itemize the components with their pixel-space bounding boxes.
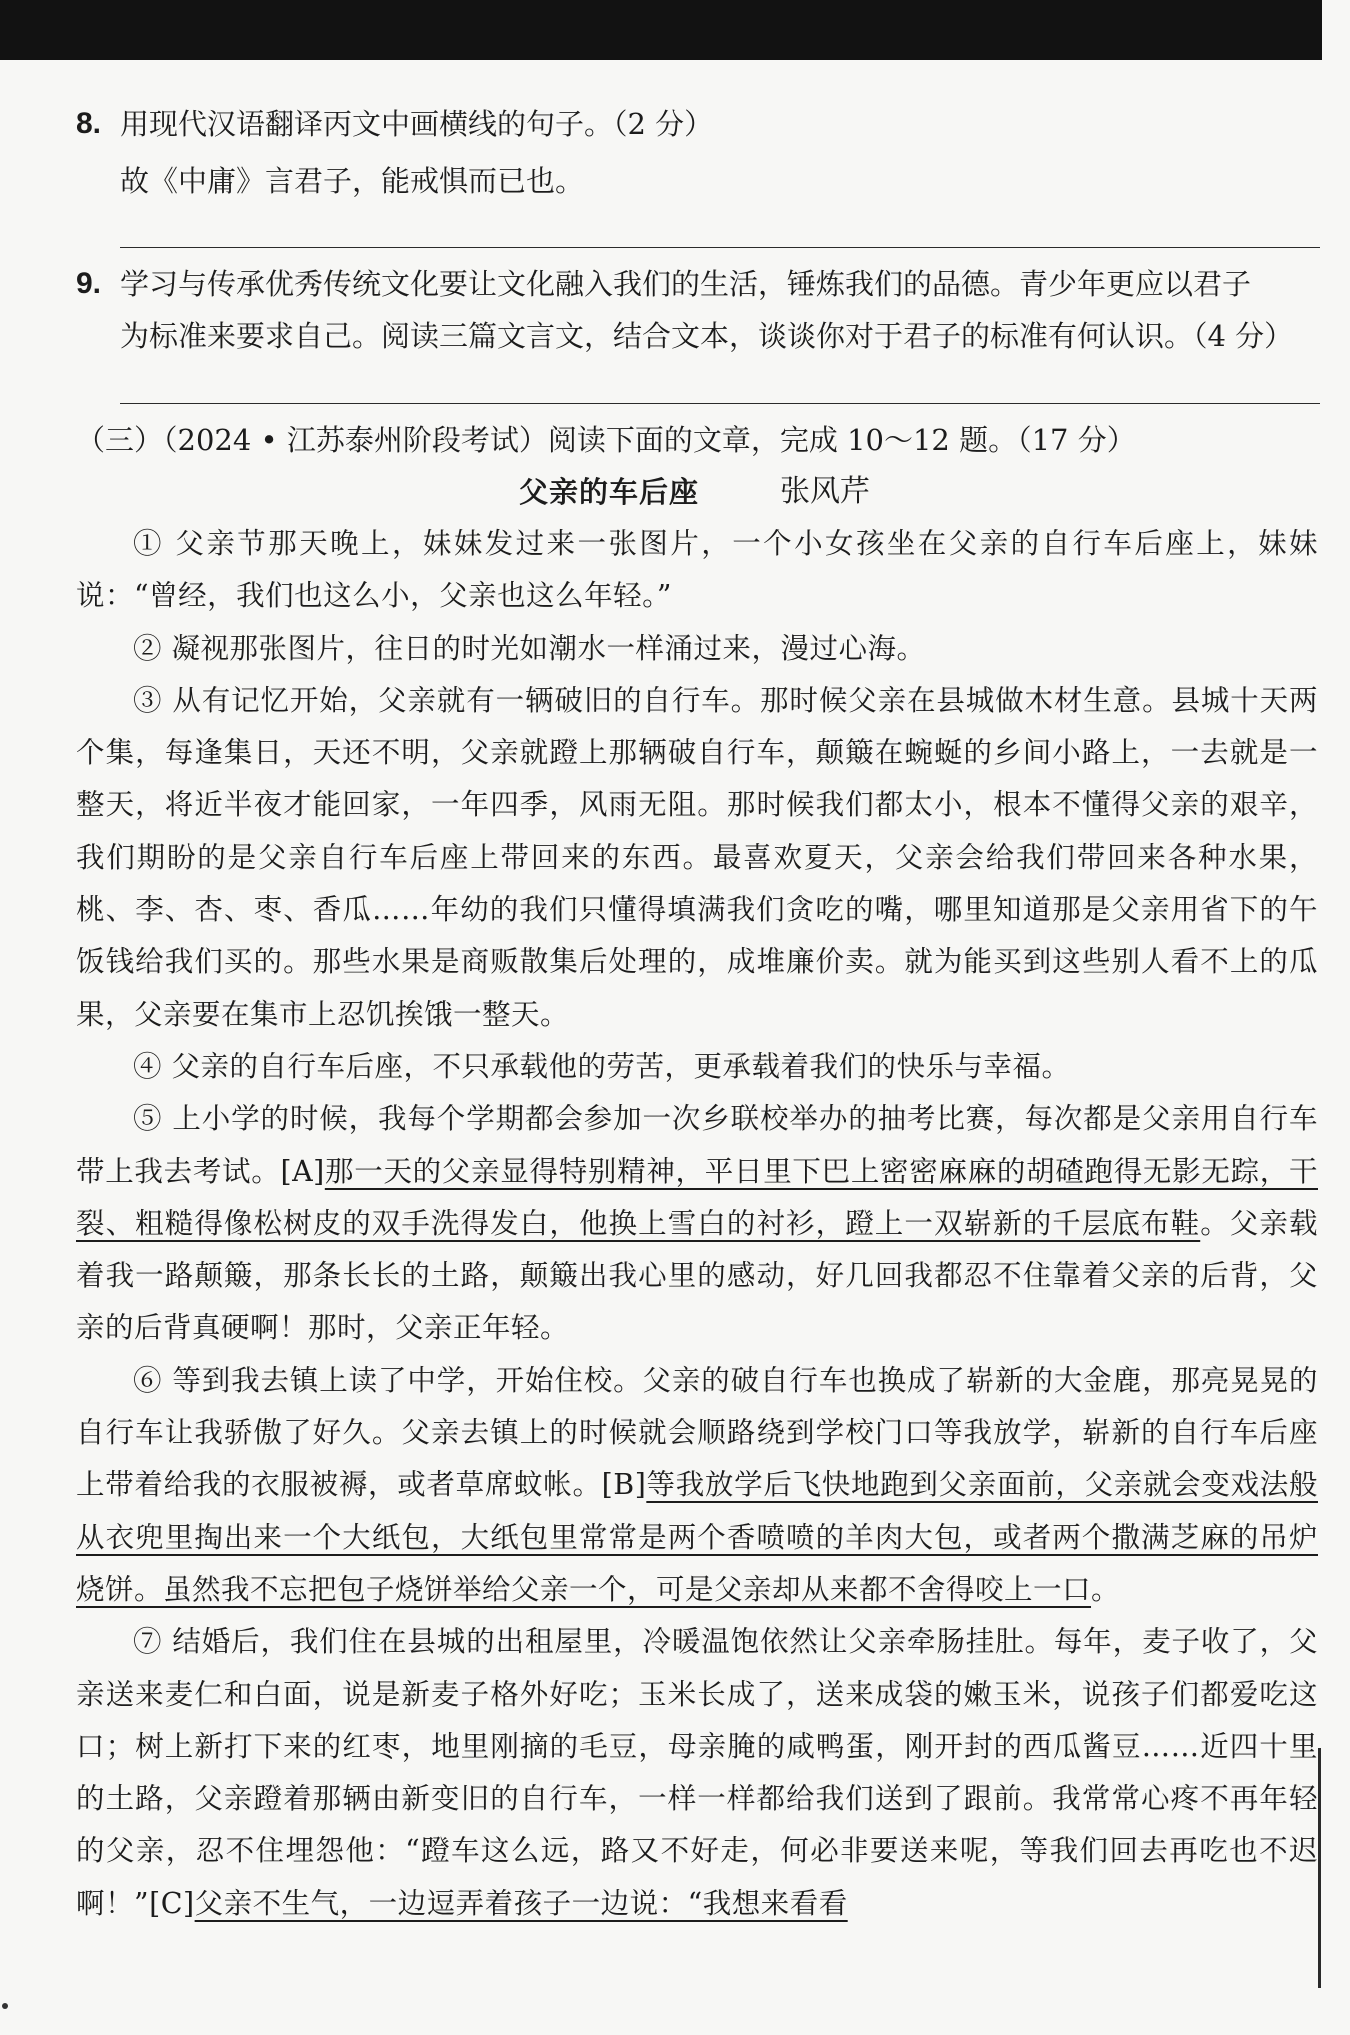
paragraph-4: ④ 父亲的自行车后座，不只承载他的劳苦，更承载着我们的快乐与幸福。 bbox=[133, 1049, 1071, 1083]
underlined-passage-b: 等我放学后飞快地跑到父亲面前，父亲就会变戏法般从衣兜里掏出来一个大纸包，大纸包里常常是两个香喷喷的羊肉大包，或者两个撒满芝麻的吊炉烧饼。虽然我不忘把包子烧饼举给父亲一个，可是父亲却从来都不舍得咬上一口 bbox=[76, 1468, 1318, 1606]
paragraph-text: ⑥ 等到我去镇上读了中学，开始住校。父亲的破自行车也换成了崭新的大金鹿，那亮晃晃的自行车让我骄傲了好久。父亲去镇上的时候就会顺路绕到学校门口等我放学，崭新的自行车后座上带着给我的衣服被褥，或者草席蚊帐。[B] bbox=[76, 1363, 1318, 1502]
section-header: （三）（2024 • 江苏泰州阶段考试）阅读下面的文章，完成 10～12 题。（17 分） bbox=[76, 423, 1136, 457]
article-author: 张风芹 bbox=[780, 474, 870, 509]
scan-speck bbox=[2, 2003, 8, 2009]
paragraph-7 bbox=[76, 1616, 1318, 1930]
article-body bbox=[76, 518, 1318, 1930]
question-prompt-line-2: 为标准来要求自己。阅读三篇文言文，结合文本，谈谈你对于君子的标准有何认识。（4 分） bbox=[120, 319, 1294, 353]
paragraph-text: 。 bbox=[1091, 1572, 1121, 1606]
paragraph-text: ⑦ 结婚后，我们住在县城的出租屋里，冷暖温饱依然让父亲牵肠挂肚。每年，麦子收了，父亲送来麦仁和白面，说是新麦子格外好吃；玉米长成了，送来成袋的嫩玉米，说孩子们都爱吃这口；树上新打下来的红枣，地里刚摘的毛豆，母亲腌的咸鸭蛋，刚开封的西瓜酱豆……近四十里的土路，父亲蹬着那辆由新变旧的自行车，一样一样都给我们送到了跟前。我常常心疼不再年轻的父亲，忍不住埋怨他：“蹬车这么远，路又不好走，何必非要送来呢，等我们回去再吃也不迟啊！”[C] bbox=[76, 1625, 1318, 1920]
paragraph-1: ① 父亲节那天晚上，妹妹发过来一张图片，一个小女孩坐在父亲的自行车后座上，妹妹说：“曾经，我们也这么小，父亲也这么年轻。” bbox=[76, 527, 1318, 613]
scan-edge-line bbox=[1318, 1748, 1321, 1988]
question-9 bbox=[76, 258, 1316, 362]
underlined-passage-c: 父亲不生气，一边逗弄着孩子一边说：“我想来看看 bbox=[194, 1886, 848, 1920]
question-8 bbox=[76, 98, 1316, 207]
article-title-row bbox=[0, 466, 1350, 518]
paragraph-5 bbox=[76, 1093, 1318, 1354]
paragraph-6 bbox=[76, 1355, 1318, 1616]
question-number: 8. bbox=[76, 107, 102, 140]
paragraph-3: ③ 从有记忆开始，父亲就有一辆破旧的自行车。那时候父亲在县城做木材生意。县城十天两个集，每逢集日，天还不明，父亲就蹬上那辆破自行车，颠簸在蜿蜒的乡间小路上，一去就是一整天，将近半夜才能回家，一年四季，风雨无阻。那时候我们都太小，根本不懂得父亲的艰辛，我们期盼的是父亲自行车后座上带回来的东西。最喜欢夏天，父亲会给我们带回来各种水果，桃、李、杏、枣、香瓜……年幼的我们只懂得填满我们贪吃的嘴，哪里知道那是父亲用省下的午饭钱给我们买的。那些水果是商贩散集后处理的，成堆廉价卖。就为能买到这些别人看不上的瓜果，父亲要在集市上忍饥挨饿一整天。 bbox=[76, 683, 1318, 1031]
question-prompt-line-1: 学习与传承优秀传统文化要让文化融入我们的生活，锤炼我们的品德。青少年更应以君子 bbox=[120, 267, 1252, 301]
answer-line-9[interactable] bbox=[120, 403, 1320, 404]
paragraph-text: ⑤ 上小学的时候，我每个学期都会参加一次乡联校举办的抽考比赛，每次都是父亲用自行车带上我去考试。[A] bbox=[76, 1102, 1318, 1188]
article-title: 父亲的车后座 bbox=[519, 475, 700, 509]
question-prompt: 用现代汉语翻译丙文中画横线的句子。（2 分） bbox=[120, 107, 714, 141]
answer-line-8[interactable] bbox=[120, 247, 1320, 248]
paragraph-2: ② 凝视那张图片，往日的时光如潮水一样涌过来，漫过心海。 bbox=[133, 631, 926, 665]
scan-top-border bbox=[0, 0, 1322, 60]
underlined-passage-a: 那一天的父亲显得特别精神，平日里下巴上密密麻麻的胡碴跑得无影无踪，干裂、粗糙得像松树皮的双手洗得发白，他换上雪白的衬衫，蹬上一双崭新的千层底布鞋 bbox=[76, 1154, 1318, 1240]
paragraph-text: 。父亲载着我一路颠簸，那条长长的土路，颠簸出我心里的感动，好几回我都忍不住靠着父亲的后背，父亲的后背真硬啊！那时，父亲正年轻。 bbox=[76, 1206, 1318, 1345]
quoted-sentence: 故《中庸》言君子，能戒惧而已也。 bbox=[120, 164, 585, 198]
question-number: 9. bbox=[76, 267, 102, 300]
